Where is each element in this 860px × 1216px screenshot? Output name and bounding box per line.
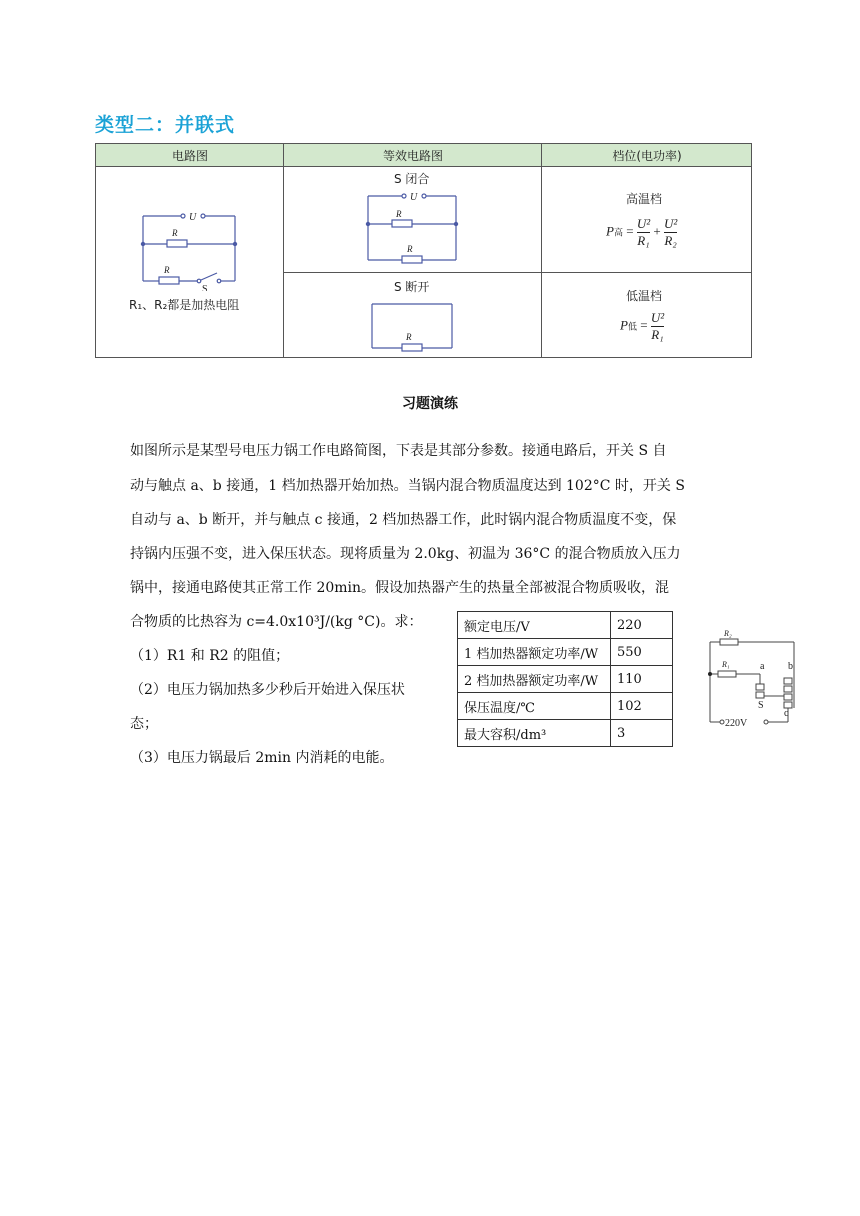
- problem-line: 自动与 a、b 断开，并与触点 c 接通，2 档加热器工作，此时锅内混合物质温度不变，保: [130, 512, 677, 528]
- table-row: [458, 720, 673, 747]
- header-gear: 档位(电功率): [612, 149, 682, 163]
- param-label: 2 档加热器额定功率/W: [458, 666, 611, 693]
- r2-label: R: [407, 244, 413, 254]
- formula-high: P高 = $\frac{\text{U²}}{\text{R₁}}$ + $\frac{\text{U²}}{\text{R₂}}$: [606, 216, 678, 248]
- s-label: S: [202, 284, 208, 291]
- param-label: 保压温度/℃: [458, 693, 611, 720]
- question-3: （3）电压力锅最后 2min 内消耗的电能。: [130, 750, 394, 766]
- table-header: [96, 144, 751, 167]
- circuit-caption: R₁、R₂都是加热电阻: [129, 298, 240, 312]
- gear-low: 低温档: [626, 289, 663, 303]
- contact-c-label: c: [784, 708, 789, 719]
- parallel-circuit-diagram: [131, 206, 251, 291]
- cooker-circuit-diagram: [698, 624, 808, 736]
- param-label: 额定电压/V: [458, 612, 611, 639]
- open-equivalent-circuit: [368, 298, 458, 356]
- r1-label: R: [172, 228, 178, 238]
- gear-high: 高温档: [626, 192, 663, 206]
- state-open: S 断开: [394, 280, 430, 294]
- formula-high-sub: 高: [613, 227, 623, 238]
- r2-label: R₂: [724, 629, 732, 638]
- table-row: [458, 612, 673, 639]
- contact-a-label: a: [760, 661, 765, 672]
- param-value: 110: [611, 666, 673, 693]
- r1-label: R: [396, 209, 402, 219]
- question-2-cont: 态；: [130, 716, 158, 732]
- table-row: [458, 639, 673, 666]
- header-circuit: 电路图: [171, 149, 208, 163]
- u-label: U: [189, 212, 197, 223]
- param-value: 3: [611, 720, 673, 747]
- formula-low: P低 = $\frac{\text{U²}}{\text{R₁}}$: [620, 310, 665, 342]
- param-value: 220: [611, 612, 673, 639]
- voltage-label: 220V: [725, 718, 748, 729]
- problem-line: 合物质的比热容为 c=4.0x10³J/(kg °C)。求：: [130, 614, 423, 630]
- problem-line: 锅中，接通电路使其正常工作 20min。假设加热器产生的热量全部被混合物质吸收，混: [130, 580, 670, 596]
- param-value: 550: [611, 639, 673, 666]
- closed-equivalent-circuit: [364, 188, 464, 266]
- param-label: 最大容积/dm³: [458, 720, 611, 747]
- param-label: 1 档加热器额定功率/W: [458, 639, 611, 666]
- contact-b-label: b: [788, 661, 793, 672]
- r2-label: R: [164, 265, 170, 275]
- table-row: [458, 693, 673, 720]
- problem-line: 动与触点 a、b 接通，1 档加热器开始加热。当锅内混合物质温度达到 102°C 时，开关 S: [130, 478, 685, 494]
- r1-label: R: [406, 332, 412, 342]
- switch-s-label: S: [758, 700, 764, 711]
- problem-line: 如图所示是某型号电压力锅工作电路简图，下表是其部分参数。接通电路后，开关 S 自: [130, 443, 667, 459]
- state-closed: S 闭合: [394, 172, 430, 186]
- question-2: （2）电压力锅加热多少秒后开始进入保压状: [130, 682, 405, 698]
- r1-label: R₁: [722, 660, 730, 669]
- formula-low-sub: 低: [627, 321, 637, 332]
- header-equivalent: 等效电路图: [382, 149, 443, 163]
- section-heading: 类型二：并联式: [95, 114, 236, 136]
- param-value: 102: [611, 693, 673, 720]
- table-row: [458, 666, 673, 693]
- parameter-table: [457, 611, 673, 747]
- question-1: （1）R1 和 R2 的阻值；: [130, 648, 290, 664]
- circuit-table: [95, 143, 752, 358]
- exercise-title: 习题演练: [402, 396, 458, 412]
- u-label: U: [410, 192, 418, 203]
- problem-line: 持锅内压强不变，进入保压状态。现将质量为 2.0kg、初温为 36°C 的混合物质放入压力: [130, 546, 681, 562]
